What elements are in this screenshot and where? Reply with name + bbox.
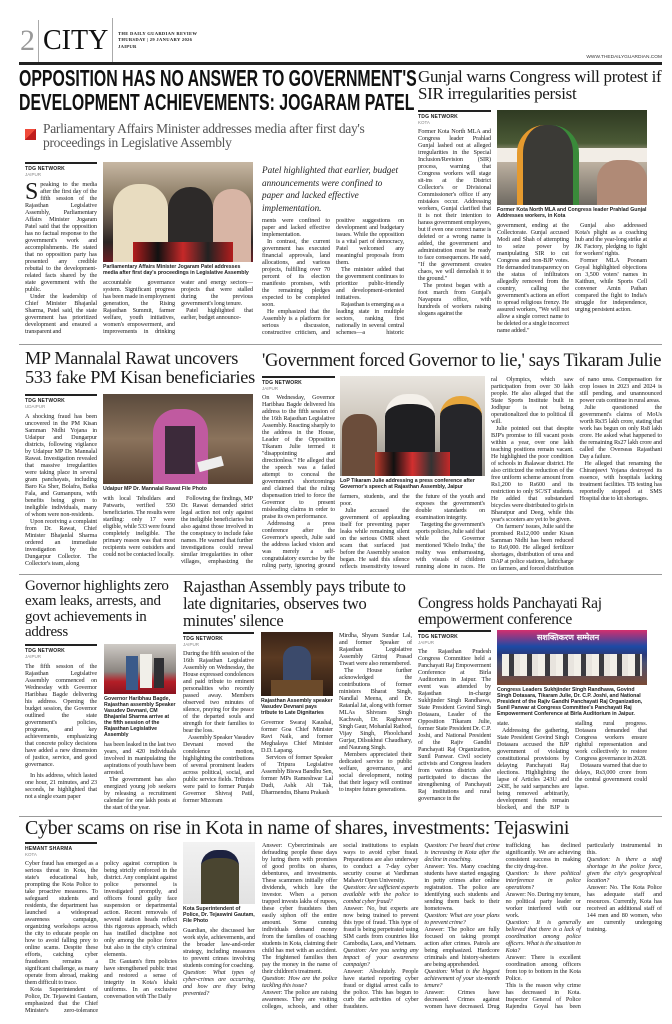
lead-body-under-photo bbox=[103, 279, 253, 340]
julie-photo-block bbox=[340, 376, 485, 570]
congress-photo bbox=[497, 630, 647, 685]
paragraph: Services of former Speaker of Tripura Legislative Assembly Biswa Bandhu Sen, former MPs Rameshwar Lal Dudi, Ashk Ali Tak, Dharmendra, Bhanu Prakash bbox=[261, 754, 333, 796]
paragraph: In his address, which lasted one hour, 21 minutes, and 23 seconds, he highlighted that not a single exam paper bbox=[25, 772, 97, 800]
lead-subhead: Parliamentary Affairs Minister addresses media after first day's proceedings in Legislative Assembly bbox=[43, 121, 365, 151]
paragraph: Upon receiving a complaint from Dr. Rawat, Chief Minister Bhajanlal Sharma ordered an immediate investigation by the Dungarpur Collector. The Collector's team, along bbox=[25, 518, 97, 567]
paragraph: Members appreciated their dedicated service to public welfare, governance, and social development, noting that their legacy will continue to inspire future generations. bbox=[339, 751, 412, 793]
paragraph: During the fifth session of the 16th Rajasthan Legislative Assembly on Wednesday, the House expressed condolences and paid tribute to eminent personalities who recently passed away. Members observed two minutes of silence, praying for the peace of the departed souls and strength for their families to bear the loss. bbox=[183, 650, 254, 734]
interview-question: Question: It is generally believed that there is a lack of coordination among police officers. What is the situation in Kota? bbox=[505, 919, 581, 954]
paragraph: The protest began with a foot march from Gunjal's Nayapura office, with hundreds of workers raising slogans against the bbox=[418, 282, 491, 317]
gunjal-photo-caption: Former Kota North MLA and Congress leader Prahlad Gunjal Addresses workers, in Kota bbox=[497, 207, 647, 219]
congress-byline bbox=[418, 630, 491, 645]
lead-left-column bbox=[25, 162, 97, 340]
julie-photo-caption: LoP Tikaram Julie addressing a press conference after Governor's speech at Rajasthan Assembly, Jaipur bbox=[340, 478, 475, 490]
paragraph: Julie pointed out that despite BJP's promise to fill vacant posts within a year, over one lakh teaching positions remain vacant. He highlighted the poor condition of schools in Jhalawar district. He also criticized the reduction of the free uniform scheme amount from Rs1,200 to Rs600 and its restriction to only SC/ST students. He added that substandard bicycles were distributed to girls in Bharatpur and Deeg, while this year's scooters are yet to be given. bbox=[491, 425, 574, 523]
byline-name: TDG NETWORK bbox=[262, 380, 302, 386]
paragraph: Guardian, she discussed her work style, achievements, and the broader law-and-order strategy, including measures to prevent crimes involving students coming for coaching. bbox=[183, 927, 255, 969]
governor-byline bbox=[25, 644, 97, 659]
paragraph: Assembly Speaker Vasudev Devnani moved the condolence motion, highlighting the contributions of several prominent leaders across political, social, and public service fields. Tributes were paid to former Punjab Governor Shivraj Patil, former Mizoram bbox=[183, 734, 254, 804]
governor-photo-caption: Governor Haribhau Bagde, Rajasthan assembly Speaker Vasudev Devnani, CM Bhajanlal Sharma arrive at the fifth session of the Rajasthan Legislative Assembly bbox=[104, 696, 176, 738]
lead-body-col-1 bbox=[25, 181, 97, 340]
tribute-headline: Rajasthan Assembly pays tribute to late dignitaries, observes two minutes' silence bbox=[183, 577, 406, 630]
lead-photo bbox=[103, 162, 253, 262]
crowd bbox=[597, 160, 647, 205]
paper-name: THE DAILY GUARDIAN REVIEW bbox=[118, 31, 198, 36]
cyber-body-col-3 bbox=[183, 927, 255, 1014]
tribute-photo-caption: Rajasthan Assembly speaker Vasudev Devnani pays tribute to Late Dignitaries bbox=[261, 698, 333, 716]
congress-left-column bbox=[418, 630, 491, 812]
interview-answer: Answer: Crimes have decreased. Crimes against women have decreased. Drug trafficking has declined significantly. We are achieving consistent success in making the city drug-free. bbox=[424, 842, 581, 1010]
julie-body-right bbox=[491, 376, 662, 572]
rawat-left-column bbox=[25, 394, 97, 570]
paragraph: ral Olympics, which saw participation from over 30 lakh people. He also alleged that the State Sports Institute built in Jodhpur is not being operationalized due to political ill will. bbox=[491, 376, 574, 425]
rawat-body-col-1 bbox=[25, 413, 97, 570]
gunjal-photo-block bbox=[497, 110, 647, 340]
question: Question: What types of cyber-crimes are occurring, and how are they being prevented? bbox=[183, 969, 255, 997]
interview-question: Question: Are you seeing any impact of your awareness campaign? bbox=[343, 947, 419, 968]
byline-name: TDG NETWORK bbox=[25, 648, 65, 654]
governor-body-col-1 bbox=[25, 663, 97, 812]
paragraph: state. bbox=[497, 720, 510, 727]
gunjal-headline: Gunjal warns Congress will protest if SIR irregularities persist bbox=[418, 67, 662, 104]
subhead-marker-icon bbox=[25, 129, 36, 140]
paragraph: The Rajasthan Pradesh Congress Committee held a Panchayati Raj Empowerment Conference at Birla Auditorium in Jaipur. The event was attended by Rajasthan in-charge Sukhjinder Singh Randhawa, State President Govind Singh Dotasara, Leader of the Opposition Tikaram Julie, former State President Dr. C.P. Joshi, and National President of the Rajiv Gandhi Panchayati Raj Organization, Sunil Panwar. Civil society activists and Congress leaders from various districts also participated to discuss the strengthening of Panchayati Raj institutions and rural governance in the bbox=[418, 648, 491, 802]
paragraph: Mirdha, Shyam Sundar Lal, and former Speaker of Rajasthan Legislative Assembly Giriraj Prasad Tiwari were also remembered. bbox=[339, 632, 412, 667]
paragraph: accountable governance system. Significant progress has been made in employment generation, the Rising Rajasthan Summit, farmer welfare, youth initiatives, women's empowerment, and improvements in drinking water and energy sectors—projects that were stalled during the previous government's long tenure. bbox=[103, 279, 253, 335]
paragraph: has been leaked in the last two years, and 420 individuals involved in manipulating the aspirations of youth have been arrested. bbox=[104, 741, 176, 776]
interview-answer: Answer: Absolutely. People have started reporting cyber fraud or digital arrest calls to the police. This has begun to curb the activities of cyber fraudsters. bbox=[343, 968, 419, 1010]
paragraph: Targeting the government's sports policies, Julie said that while the Governor mentioned 'Khelo India,' the reality was embarrassing, with visuals of children running alone in races. He bbox=[415, 521, 485, 570]
tribute-body-col-2 bbox=[261, 719, 333, 812]
paragraph: Cyber fraud has emerged as a serious threat in Kota, the state's educational hub, prompting the Kota Police to take proactive measures. To safeguard students and residents, the department has launched a widespread awareness campaign, organizing workshops across the city to educate people on how to avoid falling prey to online scams. Despite these efforts, catching cyber fraudsters remains a significant challenge, as many operate from abroad, making them difficult to trace. bbox=[25, 860, 98, 986]
lead-headline-line-1: OPPOSITION HAS NO ANSWER TO GOVERNMENT'S bbox=[19, 65, 417, 91]
governor-photo-block bbox=[104, 644, 176, 812]
cyber-photo-block bbox=[183, 842, 255, 1014]
gunjal-left-column bbox=[418, 110, 491, 340]
paragraph: Julie accused the government of applauding itself for preventing paper leaks while remaining silent on the serious OMR sheet scam that surfaced just before the Assembly session began. He said this silence reflects insensitivity toward the future of the youth and exposes the government's double standards on examination integrity. bbox=[340, 493, 485, 570]
congress-photo-block bbox=[497, 630, 647, 812]
website-link[interactable]: WWW.THEDAILYGUARDIAN.COM bbox=[586, 55, 662, 60]
paragraph: Gunjal also addressed Kota's plight as a coaching hub and the year-long strike at JK Factory, pledging to fight for workers' rights. bbox=[575, 222, 647, 257]
dateline: JAIPUR bbox=[25, 172, 42, 177]
dateline: JAIPUR bbox=[25, 654, 42, 659]
person-figure bbox=[342, 414, 377, 476]
issue-city: JAIPUR bbox=[118, 43, 137, 49]
paragraph: Julie questioned the government's claims of MoUs worth Rs35 lakh crore, stating that work has begun on only Rs8 lakh crore. He asked what happened to the remaining Rs27 lakh crore and called the Overseas Rajasthani Day a failure. bbox=[579, 404, 662, 460]
governor-photo bbox=[104, 644, 176, 694]
paragraph: He emphasized that the Assembly is a platform for serious discussion, constructive criticism, and positive suggestions on development and budgetary issues. While the opposition is a vital part of democracy, Patel welcomed any meaningful proposals from them. bbox=[262, 217, 404, 336]
byline-name: TDG NETWORK bbox=[418, 114, 458, 120]
pull-quote: Patel highlighted that earlier, budget announcements were confined to paper and lacked effective implementation. bbox=[262, 165, 399, 213]
paragraph: Following the findings, MP Dr. Rawat demanded strict legal action not only against the ineligible beneficiaries but also against those involved in the conspiracy to include fake names. He warned that further investigations could reveal similar irregularities in other villages, emphasizing the bbox=[181, 495, 253, 565]
interview-question: Question: Are sufficient experts available with the police to combat cyber fraud? bbox=[343, 884, 419, 905]
julie-headline: 'Government forced Governor to lie,' says Tikaram Julie bbox=[262, 351, 662, 371]
rawat-photo-block bbox=[103, 394, 253, 570]
congress-photo-caption: Congress Leaders Sukhjinder Singh Randhawa, Govind Singh Dotasara, Tikaram Julie, Dr. C.P. Joshi, and National President of the Rajiv Gandhi Panchayati Raj Organization, Sunil Panwar at Congress Committee's Panchayati Raj Empowerment Conference at Birla Auditorium in Jaipur. bbox=[497, 687, 643, 717]
congress-body-cols bbox=[497, 720, 647, 812]
interview-question: Question: Is there a staff shortage in the police force, given the city's geographical location? bbox=[586, 856, 662, 884]
interview-question: Question: What are your plans to prevent crime? bbox=[424, 912, 500, 926]
interview-question: Question: Is there political interference in police operations? bbox=[505, 870, 581, 891]
tribute-body-col-1 bbox=[183, 650, 254, 812]
paragraph-text: peaking to the media after the first day of the fifth session of the Rajasthan Legislative Assembly, Parliamentary Affairs Minister Jogaram Patel said that the opposition has no factual response to the government's work and accomplishments. He stated that no opposition party has presented any credible rebuttal to the development-related facts shared by the state government with the public. bbox=[25, 181, 97, 293]
lead-headline-line-2: DEVELOPMENT ACHIEVEMENTS: JOGARAM PATEL bbox=[19, 89, 415, 115]
governor-body-col-2 bbox=[104, 741, 176, 812]
banner-text: सशक्तिकरण सम्मेलन bbox=[537, 633, 600, 642]
julie-body-under-photo bbox=[340, 493, 485, 570]
paragraph: Governor Swaraj Kaushal, former Goa Chief Minister Ravi Naik, and former Meghalaya Chief Minister D.D. Lapang. bbox=[261, 719, 333, 754]
byline-name: TDG NETWORK bbox=[25, 398, 65, 404]
dateline: KOTA bbox=[418, 120, 430, 125]
page-number: 2 bbox=[20, 24, 35, 57]
paragraph: Kota Superintendent of Police, Dr. Tejaswini Gautam, emphasized that the Chief Minister's zero-tolerance policy against corruption is being strictly enforced in the district. Any complaint against police personnel is investigated promptly, and officers found guilty face suspension or departmental action. Recent removals of several station heads reflect this rigorous approach, which has instilled discipline not only among the police force but also in the city's criminal elements. bbox=[25, 860, 177, 1014]
tribute-left-column bbox=[183, 632, 254, 812]
drop-cap: S bbox=[25, 181, 39, 205]
dateline: KOTA bbox=[25, 852, 37, 857]
rawat-headline: MP Mannalal Rawat uncovers 533 fake PM Kisan beneficiaries bbox=[25, 348, 255, 387]
cyber-headline: Cyber scams on rise in Kota in name of shares, investments: Tejaswini bbox=[25, 817, 570, 839]
divider bbox=[38, 20, 39, 64]
cyber-byline bbox=[25, 842, 97, 857]
paragraph: Rajasthan is emerging as a leading state in multiple sectors, ranking first nationally in several central schemes—a historic bbox=[336, 301, 404, 336]
rawat-byline bbox=[25, 394, 97, 409]
interview-answer: Answer: No. The Kota Police has adequate staff and resources. Currently, Kota has received an additional staff of 144 men and 80 women, who are currently undergoing training. bbox=[586, 884, 662, 933]
interview-answer: Answer: The police are fully focused on taking prompt action after crimes. Patrols are being emphasized. Hardcore criminals and history-sheeters are being apprehended. bbox=[424, 926, 500, 968]
paragraph: Under the leadership of Chief Minister Bhajanlal Sharma, Patel said, the state government has prioritized development and ensured a transparent and bbox=[25, 293, 97, 335]
julie-left-column bbox=[262, 376, 335, 570]
divider bbox=[112, 18, 113, 62]
cyber-photo-caption: Kota Superintendent of Police, Dr. Tejaswini Gautam, File Photo bbox=[183, 906, 255, 924]
masthead bbox=[0, 0, 672, 64]
paragraph: The fifth session of the Rajasthan Legislative Assembly commenced on Wednesday with Governor Haribhau Bagde delivering his address. Opening the budget session, the Governor outlined the state government's policies, programs, and key achievements, emphasizing that concrete policy decisions have added a new dimension of justice, service, and good governance. bbox=[25, 663, 97, 768]
interview-question: Question: How are the police tackling this issue? bbox=[262, 975, 338, 989]
tribute-body-col-3 bbox=[339, 632, 412, 812]
dateline: JAIPUR bbox=[183, 642, 200, 647]
paper-info bbox=[118, 31, 197, 50]
paragraph: Dotasara warned that due to delays, Rs3,000 crore from the central government could lapse. bbox=[575, 762, 647, 790]
cyber-body-col-1 bbox=[25, 860, 177, 1014]
person-figure bbox=[201, 850, 239, 904]
microphones bbox=[133, 242, 233, 262]
lead-headline bbox=[19, 65, 417, 115]
interview-answer: Answer: No. During my tenure, no political party leader or worker interfered with our work. bbox=[505, 891, 581, 919]
microphones bbox=[375, 452, 450, 476]
dateline: JAIPUR bbox=[262, 386, 279, 391]
lead-right-block bbox=[262, 164, 404, 340]
gunjal-photo bbox=[497, 110, 647, 205]
person-figure bbox=[517, 125, 579, 205]
interview-question: Question: I've heard that crime is increasing in Kota after the decline in coaching. bbox=[424, 842, 500, 863]
interview-answer: Answer: The police are raising awareness. They are visiting colleges, schools, and other social institutions to explain ways to avoid cyber fraud. Preparations are also underway to conduct a 7-day cyber security course at Vardhman Mahavir Open University. bbox=[262, 842, 419, 1010]
governor-headline: Governor highlights zero exam leaks, arrests, and govt achievements in address bbox=[25, 578, 169, 640]
paragraph: He alleged that renaming the Chiranjeevi Yojana destroyed its essence, with hospitals lacking treatment facilities. TB testing has reportedly stopped at SMS Hospital due to kit shortages. bbox=[579, 460, 662, 502]
congress-body-col-1 bbox=[418, 648, 491, 812]
paragraph: Former Kota North MLA and Congress leader Prahlad Gunjal lashed out at alleged irregularities in the Special Inclusion/Revision (SIR) process, warning that Congress workers will stage sit-ins at the District Collector's or Divisional Commissioner's office if any mistakes occur. Addressing workers, Gunjal clarified that it is not their intention to harass government employees, but if even one correct name is deleted or a wrong name is added, the government and administration must be ready to face consequences. He said, "If the government creates chaos, we will demolish it to the ground." bbox=[418, 128, 491, 282]
tribute-byline bbox=[183, 632, 254, 647]
paragraph: ments were confined to paper and lacked effective implementation. bbox=[262, 217, 330, 238]
congress-headline: Congress holds Panchayati Raj empowerment conference bbox=[418, 595, 602, 628]
interview-answer: Answer: No, but experts are now being trained to prevent this type of fraud. This type of fraud is being perpetrated using SIM cards from countries like Cambodia, Laos, and Vietnam. bbox=[343, 905, 419, 947]
byline-name: HEMANT SHARMA bbox=[25, 846, 73, 852]
section-title: CITY bbox=[43, 25, 109, 56]
podium bbox=[271, 680, 323, 696]
interview-answer: This is the reason why crime has decreased in Kota. Inspector General of Police Rajendra Goyal has been particularly instrumental in this. bbox=[505, 842, 662, 1010]
paragraph: The government has also energized young job seekers by releasing a recruitment calendar for one lakh posts at the start of the year. bbox=[104, 776, 176, 811]
interview-question: Question: What is the biggest achievement of your six-month tenure? bbox=[424, 968, 500, 989]
rawat-photo-caption: Udaipur MP Dr. Mannalal Rawat File Photo bbox=[103, 486, 207, 492]
gunjal-byline bbox=[418, 110, 491, 125]
tribute-photo-block bbox=[261, 632, 333, 812]
person-figure bbox=[154, 658, 164, 688]
byline-name: TDG NETWORK bbox=[25, 166, 65, 172]
julie-byline bbox=[262, 376, 335, 391]
rawat-photo bbox=[103, 394, 253, 484]
paragraph: government, ending at the Collectorate. Gunjal accused Modi and Shah of attempting to seize power by manipulating SIR to cut Congress and non-BJP votes. He demanded transparency on the status of infiltrators allegedly removed from the country, calling the government's actions an effort to spread religious frenzy. He assured workers, "We will not allow a single correct name to be deleted or a single incorrect name added." bbox=[497, 222, 569, 334]
lead-photo-block bbox=[103, 162, 253, 340]
dateline: UDAIPUR bbox=[25, 404, 46, 409]
julie-photo bbox=[340, 376, 485, 476]
paragraph: Addressing a press conference after the Governor's speech, Julie said the address lacked vision and was merely a self-congratulatory exercise by the ruling party, ignoring ground bbox=[262, 520, 335, 569]
stage-people bbox=[502, 654, 642, 676]
byline-name: TDG NETWORK bbox=[183, 636, 223, 642]
rawat-body-cols bbox=[103, 495, 253, 570]
paragraph: The House further acknowledged the contributions of former ministers Bharat Singh, Nandlal Meena, and Dr. Ratanlal Jat, along with former MLAs Shivram Singh Kachwah, Dr. Raghuveer Singh Gaur, Mohanlal Rathod, Vijay Singh, Phoolchand Gurjar, Dilsukhrai Chaudhary, and Naurang Singh. bbox=[339, 667, 412, 751]
cyber-photo bbox=[183, 842, 255, 904]
paragraph: On farmers' issues, Julie said the promised Rs12,000 under Kisan Samman Nidhi has been reduced to Rs9,000. He alleged fertilizer shortages, distribution of urea and DAP at police stations, lathicharge on farmers, and forced distribution of nano urea. Compensation for crop losses in 2023 and 2024 is still pending, and unannounced power cuts continue in rural areas. bbox=[491, 376, 662, 572]
dateline: JAIPUR bbox=[418, 640, 435, 645]
gunjal-body-col-1 bbox=[418, 128, 491, 340]
paragraph: On Wednesday, Governor Haribhau Bagde delivered his address to the fifth session of the 16th Rajasthan Legislative Assembly. Reacting sharply to the address in the House, Leader of the Opposition Tikaram Julie termed it "disappointing and directionless." He alleged that the speech was a failed attempt to conceal the government's shortcomings and claimed that the ruling dispensation tried to force the Governor to present misleading claims in order to praise its own performance. bbox=[262, 394, 335, 520]
person-figure bbox=[126, 656, 138, 690]
section-divider bbox=[19, 344, 662, 345]
cyber-left-block bbox=[25, 842, 177, 1014]
gunjal-body-cols bbox=[497, 222, 647, 340]
tribute-photo bbox=[261, 632, 333, 696]
person-figure bbox=[140, 654, 152, 688]
paragraph bbox=[25, 181, 97, 293]
section-divider bbox=[19, 574, 662, 575]
paragraph: Addressing the gathering, State President Govind Singh Dotasara accused the BJP government of violating constitutional provisions by delaying Panchayati Raj elections. Highlighting the lapse of Articles 243U and 243E, he said sarpanches are being removed arbitrarily, development funds remain blocked, and the BJP is stalling rural progress. Dotasara demanded that Congress workers ensure rightful representation and work collectively to restore Congress governance in 2028. bbox=[497, 720, 647, 811]
paragraph: Former MLA Poonam Goyal highlighted objections on 3,500 voters' names in Kaithun, while Sports Cell convener Amin Pathan compared the fight to India's struggle for independence, urging persistent action. bbox=[575, 257, 647, 313]
byline-name: TDG NETWORK bbox=[418, 634, 458, 640]
interview-answer: Answer: Yes. Many coaching students have started engaging in petty crimes after online registration. The police are identifying such students and sending them back to their hometowns. bbox=[424, 863, 500, 912]
paragraph: A shocking fraud has been uncovered in the PM Kisan Samman Nidhi Yojana in Udaipur and Dungarpur districts, following vigilance by Udaipur MP Dr. Mannalal Rawat. Investigation revealed that massive irregularities were taking place in several gram panchayats, including Baro Ka Sher, Bolafra, Batka Fala, and Gumanpura, with benefits being given to ineligible individuals, many of whom were non-residents. bbox=[25, 413, 97, 518]
person-figure bbox=[283, 646, 311, 684]
julie-body-col-1 bbox=[262, 394, 335, 570]
paragraph: with local Tehsildars and Patwaris, verified 550 beneficiaries. The results were startling: only 17 were eligible, while 533 were found completely ineligible. The primary reason was that most recipients were outsiders and could not be contacted locally. bbox=[103, 495, 175, 558]
person-vest bbox=[165, 426, 195, 474]
paragraph: farmers, students, and the poor. bbox=[340, 493, 410, 507]
issue-date: THURSDAY | 29 JANUARY 2026 bbox=[118, 37, 193, 43]
lead-photo-caption: Parliamentary Affairs Minister Jogaram Patel addresses media after first day's proceedings in Legislative Assembly bbox=[103, 264, 249, 276]
paragraph: In contrast, the current government has executed financial approvals, land allocations, and various projects, fulfilling over 70 percent of its election manifesto promises, with the remaining pledges expected to be completed soon. bbox=[262, 238, 330, 308]
interview-answer: Answer: There is excellent coordination among officers from top to bottom in the Kota Police. bbox=[505, 954, 581, 982]
interview-answer: Answer: Cybercriminals are defrauding people these days by luring them with promises of good profits on shares, debentures, and investments. These scammers initially offer dividends, which lure the investor. When a person trapped invests lakhs of rupees, these cyber fraudsters then easily siphon off the entire amount. Some cunning individuals demand money from the families of coaching students in Kota, claiming their child has met with an accident. The frightened families then pay the money in the name of their children's treatment. bbox=[262, 842, 338, 975]
paragraph: Dr. Gautam's firm policies have strengthened public trust and restored a sense of integrity in Kota's khaki uniforms. In an exclusive conversation with The Daily bbox=[104, 958, 177, 1000]
governor-left-column bbox=[25, 644, 97, 812]
lead-body-right bbox=[262, 217, 404, 340]
lead-byline bbox=[25, 162, 97, 177]
paragraph: The minister added that the government continues to prioritize public-friendly and development-oriented initiatives. bbox=[336, 266, 404, 301]
cyber-qa bbox=[262, 842, 662, 1014]
paragraph: Patel highlighted that earlier, budget announce- bbox=[181, 307, 253, 321]
